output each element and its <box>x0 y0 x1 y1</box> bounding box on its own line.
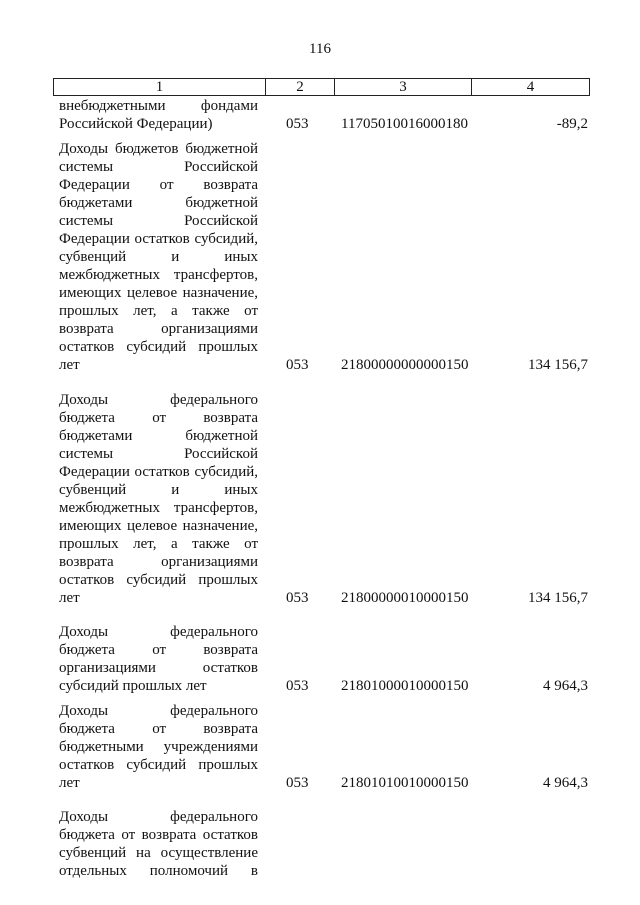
name-line: системы Российской <box>59 213 258 229</box>
row-name <box>59 140 258 374</box>
name-line: остатков субсидий прошлых <box>59 572 258 588</box>
row-name <box>59 702 258 792</box>
table-row <box>0 702 640 792</box>
name-line: внебюджетными фондами <box>59 98 258 114</box>
name-line: Федерации остатков субсидий, <box>59 231 258 247</box>
row-name <box>59 391 258 607</box>
row-name <box>59 808 258 880</box>
page-number: 116 <box>309 41 331 57</box>
header-col-2: 2 <box>266 79 335 96</box>
name-line: лет <box>59 590 80 606</box>
row-amount: 4 964,3 <box>543 678 588 694</box>
name-line: Российской Федерации) <box>59 116 213 132</box>
name-line: бюджетами бюджетной <box>59 428 258 444</box>
name-line: имеющих целевое назначение, <box>59 285 258 301</box>
table-row <box>0 97 640 137</box>
name-line: Федерации остатков субсидий, <box>59 464 258 480</box>
table-row <box>0 391 640 607</box>
header-col-3: 3 <box>335 79 472 96</box>
row-admin-code: 053 <box>286 357 309 373</box>
table-body <box>0 97 640 880</box>
row-amount: 134 156,7 <box>528 357 588 373</box>
name-line: Доходы федерального <box>59 624 258 640</box>
name-line: лет <box>59 775 80 791</box>
name-line: бюджета от возврата <box>59 721 258 737</box>
name-line: прошлых лет, а также от <box>59 303 258 319</box>
row-name <box>59 97 258 133</box>
name-line: остатков субсидий прошлых <box>59 339 258 355</box>
row-revenue-code: 21801000010000150 <box>341 678 469 694</box>
name-line: субсидий прошлых лет <box>59 678 207 694</box>
header-col-4: 4 <box>472 79 590 96</box>
name-line: прошлых лет, а также от <box>59 536 258 552</box>
name-line: остатков субсидий прошлых <box>59 757 258 773</box>
name-line: бюджета от возврата остатков <box>59 827 258 843</box>
name-line: отдельных полномочий в <box>59 863 258 879</box>
row-admin-code: 053 <box>286 590 309 606</box>
name-line: Доходы федерального <box>59 392 258 408</box>
name-line: организациями остатков <box>59 660 258 676</box>
name-line: системы Российской <box>59 446 258 462</box>
header-col-1: 1 <box>54 79 266 96</box>
row-amount: 4 964,3 <box>543 775 588 791</box>
name-line: бюджета от возврата <box>59 410 258 426</box>
name-line: Федерации от возврата <box>59 177 258 193</box>
name-line: лет <box>59 357 80 373</box>
name-line: возврата организациями <box>59 321 258 337</box>
table-row <box>0 808 640 880</box>
row-revenue-code: 21800000010000150 <box>341 590 469 606</box>
row-admin-code: 053 <box>286 116 309 132</box>
name-line: Доходы федерального <box>59 809 258 825</box>
header-row <box>54 79 590 96</box>
name-line: межбюджетных трансфертов, <box>59 500 258 516</box>
table-header <box>53 78 590 96</box>
name-line: имеющих целевое назначение, <box>59 518 258 534</box>
row-amount: -89,2 <box>556 116 588 132</box>
row-admin-code: 053 <box>286 775 309 791</box>
row-amount: 134 156,7 <box>528 590 588 606</box>
row-revenue-code: 21800000000000150 <box>341 357 469 373</box>
row-admin-code: 053 <box>286 678 309 694</box>
name-line: бюджета от возврата <box>59 642 258 658</box>
name-line: бюджетными учреждениями <box>59 739 258 755</box>
name-line: субвенций на осуществление <box>59 845 258 861</box>
name-line: Доходы бюджетов бюджетной <box>59 141 258 157</box>
row-name <box>59 623 258 695</box>
name-line: Доходы федерального <box>59 703 258 719</box>
name-line: возврата организациями <box>59 554 258 570</box>
name-line: системы Российской <box>59 159 258 175</box>
row-revenue-code: 11705010016000180 <box>341 116 468 132</box>
name-line: субвенций и иных <box>59 482 258 498</box>
row-revenue-code: 21801010010000150 <box>341 775 469 791</box>
name-line: межбюджетных трансфертов, <box>59 267 258 283</box>
table-row <box>0 140 640 374</box>
table-row <box>0 623 640 695</box>
name-line: субвенций и иных <box>59 249 258 265</box>
name-line: бюджетами бюджетной <box>59 195 258 211</box>
